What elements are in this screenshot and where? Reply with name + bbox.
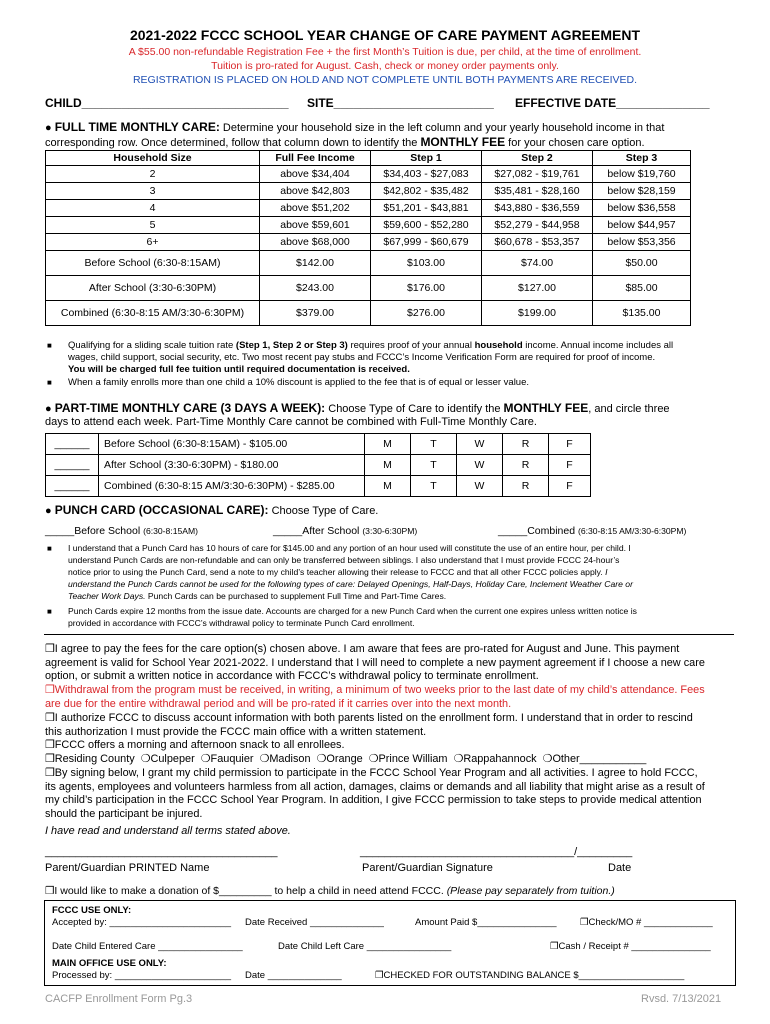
table-row[interactable]	[46, 476, 591, 497]
table-cell: 2	[46, 166, 260, 183]
checkbox-icon[interactable]: ❒	[580, 917, 589, 928]
signature-label: Parent/Guardian Signature	[362, 862, 493, 874]
part-time-table	[45, 433, 591, 497]
table-cell: After School (3:30-6:30PM)	[46, 276, 260, 301]
punch-policy-1: I understand that a Punch Card has 10 hours of care for $145.00 and any portion of an hour used will constitute the use of an entire hour, per child. I	[68, 543, 631, 553]
punch-policy-3	[68, 567, 607, 577]
withdrawal-policy	[45, 684, 705, 711]
withdrawal-text: are due for the entire withdrawal period and will be pro-rated if it carries over into the next month.	[45, 697, 512, 710]
site-field[interactable]: SITE________________________	[307, 96, 494, 110]
table-cell: above $42,803	[260, 183, 371, 200]
selection-blank[interactable]: ______	[46, 476, 99, 497]
table-cell: 5	[46, 217, 260, 234]
day-friday[interactable]: F	[549, 434, 591, 455]
sliding-scale-note-2: wages, child support, social security, etc. Two most recent pay stubs and FCCC’s Income Verification Form are required for proof of income.	[68, 352, 656, 363]
col-step-1: Step 1	[371, 151, 482, 166]
punch-option-after[interactable]	[273, 525, 417, 537]
radio-icon: ❍	[259, 753, 270, 765]
day-wednesday[interactable]: W	[457, 455, 503, 476]
table-cell: $50.00	[593, 251, 691, 276]
agreement-text: option, or submit a written notice in accordance with FCCC’s withdrawal policy to terminate enrollment.	[45, 670, 539, 682]
county-option-orange[interactable]	[314, 753, 363, 765]
policy-italic: Teacher Work Days.	[68, 591, 146, 601]
day-tuesday[interactable]: T	[411, 455, 457, 476]
part-time-desc-1a: Choose Type of Care to identify the	[328, 403, 504, 415]
county-option-culpeper[interactable]	[138, 753, 195, 765]
form-title: 2021-2022 FCCC SCHOOL YEAR CHANGE OF CARE PAYMENT AGREEMENT	[129, 27, 641, 43]
care-option-label: After School (3:30-6:30PM) - $180.00	[99, 455, 365, 476]
table-cell: $276.00	[371, 301, 482, 326]
table-cell: above $68,000	[260, 234, 371, 251]
punch-option-combined[interactable]	[498, 525, 686, 537]
option-time: (6:30-8:15 AM/3:30-6:30PM)	[577, 526, 687, 536]
table-cell: $43,880 - $36,559	[482, 200, 593, 217]
county-option-prince-william[interactable]	[366, 753, 448, 765]
table-cell: below $53,356	[593, 234, 691, 251]
day-monday[interactable]: M	[365, 455, 411, 476]
table-cell: $85.00	[593, 276, 691, 301]
care-option-label: Combined (6:30-8:15 AM/3:30-6:30PM) - $285.00	[99, 476, 365, 497]
table-cell: Combined (6:30-8:15 AM/3:30-6:30PM)	[46, 301, 260, 326]
option-time: (6:30-8:15AM)	[143, 526, 199, 536]
table-row	[46, 166, 691, 183]
part-time-heading: PART-TIME MONTHLY CARE (3 DAYS A WEEK):	[54, 401, 326, 415]
table-row[interactable]	[46, 455, 591, 476]
table-cell: $142.00	[260, 251, 371, 276]
amount-paid-field[interactable]: Amount Paid $_______________	[415, 917, 557, 928]
table-cell: $243.00	[260, 276, 371, 301]
note-text: requires proof of your annual	[347, 340, 475, 351]
full-time-heading-line	[45, 120, 664, 134]
signature-line[interactable]: ___________________________________/_________	[360, 846, 633, 858]
table-cell: $60,678 - $53,357	[482, 234, 593, 251]
day-tuesday[interactable]: T	[411, 434, 457, 455]
bullet-icon: ●	[45, 122, 52, 134]
col-household-size: Household Size	[46, 151, 260, 166]
full-time-heading: FULL TIME MONTHLY CARE:	[54, 120, 220, 134]
radio-icon: ❍	[200, 753, 211, 765]
bullet-icon: ●	[45, 403, 52, 415]
sliding-scale-note-3: You will be charged full fee tuition until required documentation is received.	[68, 364, 410, 375]
table-row	[46, 301, 691, 326]
day-wednesday[interactable]: W	[457, 476, 503, 497]
cash-receipt-field[interactable]	[550, 941, 711, 952]
donation-text: I would like to make a donation of $_________ to help a child in need attend FCCC.	[54, 885, 447, 897]
option-label: _____After School	[273, 525, 363, 537]
table-cell: $67,999 - $60,679	[371, 234, 482, 251]
check-mo-field[interactable]	[580, 917, 713, 928]
punch-card-heading: PUNCH CARD (OCCASIONAL CARE):	[54, 503, 269, 517]
signature-date-label: Date	[608, 862, 632, 874]
consent-text: my child’s participation in the FCCC School Year Program. In addition, I give FCCC permission to take steps to provide medical attention	[45, 794, 702, 806]
note-bold: household	[474, 340, 523, 351]
agreement-1	[45, 643, 705, 684]
part-time-heading-line	[45, 401, 670, 415]
day-tuesday[interactable]: T	[411, 476, 457, 497]
col-step-3: Step 3	[593, 151, 691, 166]
footer-form-name: CACFP Enrollment Form Pg.3	[45, 993, 193, 1005]
table-cell: below $28,159	[593, 183, 691, 200]
table-cell: $379.00	[260, 301, 371, 326]
withdrawal-line-1	[45, 684, 705, 698]
table-cell: $103.00	[371, 251, 482, 276]
consent-text: its agents, employees and volunteers harmless from all action, damages, claims or demands and all liability that might arise as a result of	[45, 780, 705, 793]
punch-expire-2: provided in accordance with FCCC’s withdrawal policy to terminate Punch Card enrollment.	[68, 618, 415, 628]
day-thursday[interactable]: R	[503, 434, 549, 455]
child-field[interactable]: CHILD_______________________________	[45, 96, 289, 110]
day-thursday[interactable]: R	[503, 455, 549, 476]
punch-policy-5	[68, 591, 446, 601]
note-text: Qualifying for a sliding scale tuition rate	[68, 340, 236, 351]
policy-italic: I	[605, 567, 608, 577]
fccc-use-only-label: FCCC USE ONLY:	[52, 905, 132, 916]
table-row	[46, 217, 691, 234]
registration-fee-notice: A $55.00 non-refundable Registration Fee + the first Month’s Tuition is due, per child, at the time of enrollment.	[128, 46, 642, 58]
table-cell: $59,600 - $52,280	[371, 217, 482, 234]
policy-text: notice prior to using the Punch Card, send a note to my child’s teacher allowing their release to FCCC and that all other FCCC policies apply.	[68, 567, 606, 577]
checkbox-icon[interactable]: ❒	[45, 885, 55, 897]
table-cell: 3	[46, 183, 260, 200]
radio-icon: ❍	[140, 753, 151, 765]
county-label: Residing County	[54, 753, 135, 765]
date-left-field[interactable]: Date Child Left Care ________________	[278, 941, 452, 952]
radio-icon: ❍	[316, 753, 327, 765]
county-name: Fauquier	[210, 753, 254, 765]
authorization-text: this authorization I must provide the FCCC main office with a written statement.	[45, 725, 427, 738]
radio-icon: ❍	[542, 753, 553, 765]
table-cell: below $36,558	[593, 200, 691, 217]
table-cell: $74.00	[482, 251, 593, 276]
square-bullet-icon: ■	[47, 341, 52, 350]
table-cell: $27,082 - $19,761	[482, 166, 593, 183]
date-received-field[interactable]: Date Received ______________	[245, 917, 384, 928]
cash-receipt-label: Cash / Receipt # _______________	[558, 941, 711, 952]
square-bullet-icon: ■	[47, 607, 52, 616]
donation-note: (Please pay separately from tuition.)	[446, 885, 615, 897]
full-time-fee-table	[45, 150, 691, 326]
date-entered-field[interactable]: Date Child Entered Care ________________	[52, 941, 243, 952]
effective-date-field[interactable]: EFFECTIVE DATE______________	[515, 96, 710, 110]
county-name: Other___________	[552, 753, 647, 765]
residing-county	[45, 753, 646, 767]
day-friday[interactable]: F	[549, 476, 591, 497]
monthly-fee-emphasis: MONTHLY FEE	[420, 135, 506, 149]
authorization	[45, 712, 693, 739]
day-thursday[interactable]: R	[503, 476, 549, 497]
county-option-other[interactable]	[540, 753, 647, 765]
tuition-prorated-text: Tuition is pro-rated for August. Cash, check or money order payments only.	[211, 60, 559, 72]
snack-text: FCCC offers a morning and afternoon snack to all enrollees.	[54, 739, 345, 751]
table-cell: below $19,760	[593, 166, 691, 183]
printed-name-label: Parent/Guardian PRINTED Name	[45, 862, 210, 874]
registration-hold-notice: REGISTRATION IS PLACED ON HOLD AND NOT COMPLETE UNTIL BOTH PAYMENTS ARE RECEIVED.	[132, 74, 638, 86]
table-row	[46, 234, 691, 251]
checkbox-icon[interactable]: ❒	[45, 712, 55, 724]
table-cell: above $51,202	[260, 200, 371, 217]
check-mo-label: Check/MO # _____________	[588, 917, 713, 928]
table-cell: $176.00	[371, 276, 482, 301]
punch-expire-1: Punch Cards expire 12 months from the issue date. Accounts are charged for a new Punch Card when the current one expires unless written notice is	[68, 606, 637, 616]
checkbox-icon[interactable]: ❒	[550, 941, 559, 952]
consent-line-1	[45, 767, 705, 781]
day-wednesday[interactable]: W	[457, 434, 503, 455]
care-option-label: Before School (6:30-8:15AM) - $105.00	[99, 434, 365, 455]
punch-policy-2: understand Punch Cards are non-refundable and can only be transferred between siblings. I also understand that I must provide FCCC 24-hour’s	[68, 555, 620, 565]
printed-name-line[interactable]: ______________________________________	[45, 846, 278, 858]
part-time-desc-1c: , and circle three	[588, 403, 670, 415]
full-time-desc-2a: corresponding row. Once determined, follow that column down to identify the	[45, 137, 421, 149]
agreement-text: agreement is valid for School Year 2021-2022. I understand that I will need to complete a new payment agreement if I choose a new care	[45, 656, 705, 669]
agreement-1-line-1	[45, 643, 705, 657]
option-time: (3:30-6:30PM)	[362, 526, 418, 536]
table-row	[46, 183, 691, 200]
radio-icon: ❍	[368, 753, 379, 765]
table-cell: Before School (6:30-8:15AM)	[46, 251, 260, 276]
table-cell: $34,403 - $27,083	[371, 166, 482, 183]
withdrawal-text: Withdrawal from the program must be received, in writing, a minimum of two weeks prior to the last date of my child’s attendance. Fees	[54, 684, 705, 696]
table-cell: above $59,601	[260, 217, 371, 234]
footer-revision: Rvsd. 7/13/2021	[641, 993, 722, 1005]
table-row	[46, 200, 691, 217]
punch-option-before[interactable]	[45, 525, 198, 537]
option-label: _____Combined	[498, 525, 578, 537]
full-time-desc-line-2	[45, 135, 645, 149]
day-friday[interactable]: F	[549, 455, 591, 476]
county-name: Culpeper	[150, 753, 195, 765]
bullet-icon: ●	[45, 505, 52, 517]
acknowledgement: I have read and understand all terms stated above.	[45, 825, 291, 837]
checkbox-icon[interactable]: ❒	[375, 970, 384, 981]
agreement-text: I agree to pay the fees for the care option(s) chosen above. I am aware that fees are pro-rated for August and June. This payment	[54, 643, 680, 655]
consent-text: By signing below, I grant my child permission to participate in the FCCC School Year Program and all activities. I agree to hold FCCC,	[54, 767, 698, 779]
main-office-label: MAIN OFFICE USE ONLY:	[52, 958, 167, 969]
table-cell: $52,279 - $44,958	[482, 217, 593, 234]
table-cell: 4	[46, 200, 260, 217]
county-name: Rappahannock	[463, 753, 537, 765]
outstanding-balance-label: CHECKED FOR OUTSTANDING BALANCE $____________________	[383, 970, 685, 981]
checkbox-icon[interactable]: ❒	[45, 643, 55, 655]
part-time-desc-2: days to attend each week. Part-Time Monthly Care cannot be combined with Full-Time Monthly Care.	[45, 416, 537, 428]
day-monday[interactable]: M	[365, 476, 411, 497]
day-monday[interactable]: M	[365, 434, 411, 455]
authorization-text: I authorize FCCC to discuss account information with both parents listed on the enrollment form. I understand that in order to rescind	[54, 712, 693, 724]
processed-date-field[interactable]: Date ______________	[245, 970, 342, 981]
table-cell: $42,802 - $35,482	[371, 183, 482, 200]
checkbox-icon[interactable]: ❒	[45, 739, 55, 751]
selection-blank[interactable]: ______	[46, 434, 99, 455]
option-label: _____Before School	[45, 525, 144, 537]
full-time-desc-2c: for your chosen care option.	[505, 137, 645, 149]
note-bold: (Step 1, Step 2 or Step 3)	[235, 340, 348, 351]
processed-by-field[interactable]: Processed by: ______________________	[52, 970, 232, 981]
county-option-madison[interactable]	[257, 753, 311, 765]
county-name: Madison	[269, 753, 311, 765]
county-option-rappahannock[interactable]	[451, 753, 537, 765]
table-row	[46, 251, 691, 276]
table-header-row	[46, 151, 691, 166]
checkbox-icon[interactable]: ❒	[45, 753, 55, 765]
note-text: income. Annual income includes all	[522, 340, 674, 351]
county-name: Orange	[326, 753, 363, 765]
table-row[interactable]	[46, 434, 591, 455]
sibling-discount-note: When a family enrolls more than one child a 10% discount is applied to the fee that is of equal or lesser value.	[68, 377, 530, 388]
policy-text: Punch Cards can be purchased to supplement Full Time and Part-Time Cares.	[145, 591, 447, 601]
accepted-by-field[interactable]: Accepted by: _______________________	[52, 917, 232, 928]
checkbox-icon[interactable]: ❒	[45, 767, 55, 779]
donation-line[interactable]	[45, 885, 615, 897]
punch-card-desc: Choose Type of Care.	[271, 505, 379, 517]
table-cell: above $34,404	[260, 166, 371, 183]
table-cell: $51,201 - $43,881	[371, 200, 482, 217]
participation-consent	[45, 767, 705, 821]
snack-notice	[45, 739, 345, 753]
table-row	[46, 276, 691, 301]
checkbox-icon[interactable]: ❒	[45, 684, 55, 696]
sliding-scale-note-1	[68, 340, 673, 351]
radio-icon: ❍	[453, 753, 464, 765]
monthly-fee-emphasis: MONTHLY FEE	[503, 401, 589, 415]
table-cell: $35,481 - $28,160	[482, 183, 593, 200]
table-cell: 6+	[46, 234, 260, 251]
table-cell: $199.00	[482, 301, 593, 326]
table-cell: below $44,957	[593, 217, 691, 234]
section-divider	[44, 634, 734, 635]
county-name: Prince William	[378, 753, 448, 765]
table-cell: $135.00	[593, 301, 691, 326]
punch-card-heading-line	[45, 503, 378, 517]
square-bullet-icon: ■	[47, 378, 52, 387]
selection-blank[interactable]: ______	[46, 455, 99, 476]
table-cell: $127.00	[482, 276, 593, 301]
outstanding-balance-field[interactable]	[375, 970, 684, 981]
county-option-fauquier[interactable]	[198, 753, 254, 765]
full-time-desc-1: Determine your household size in the left column and your yearly household income in that	[222, 122, 665, 134]
consent-text: should the participant be injured.	[45, 807, 203, 820]
authorization-line-1	[45, 712, 693, 726]
col-step-2: Step 2	[482, 151, 593, 166]
tuition-notice	[0, 60, 770, 72]
square-bullet-icon: ■	[47, 544, 52, 553]
punch-policy-4: understand the Punch Cards cannot be used for the following types of care: Delayed Openings, Half-Days, Holiday Care, Inclement Weather Care or	[68, 579, 633, 589]
col-full-fee-income: Full Fee Income	[260, 151, 371, 166]
